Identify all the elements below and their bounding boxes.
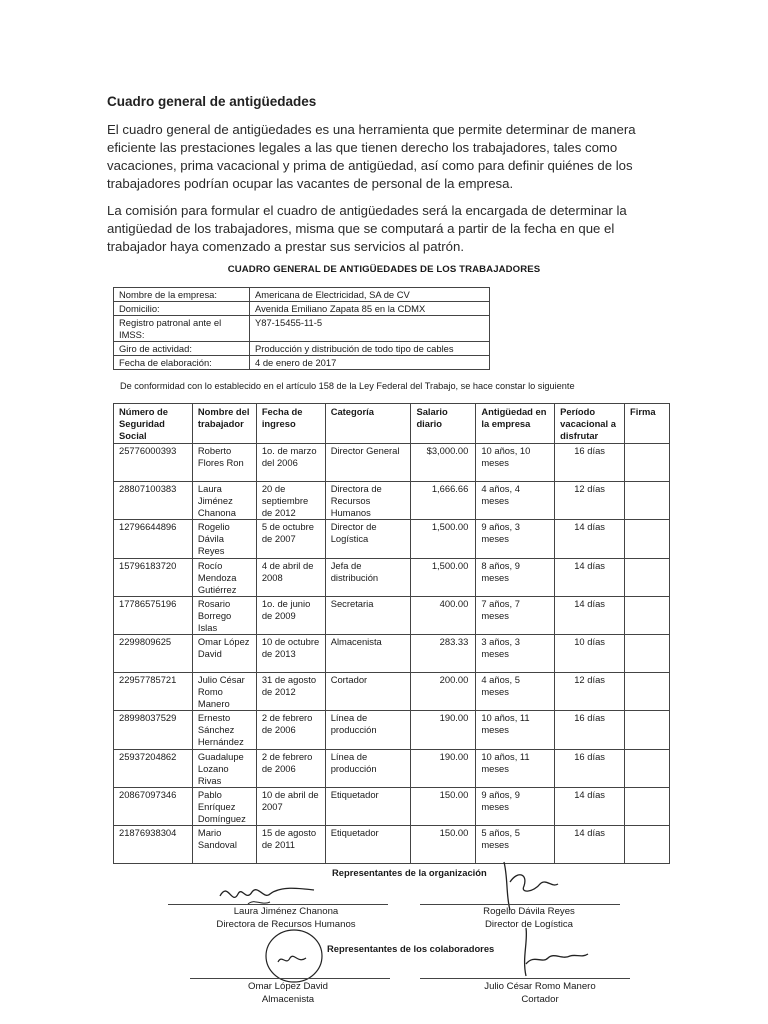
cell-firma <box>625 444 670 482</box>
cell-periodo: 14 días <box>555 596 625 634</box>
cell-firma <box>625 596 670 634</box>
cell-antiguedad: 9 años, 3 meses <box>476 520 555 558</box>
cell-nss: 22957785721 <box>114 673 193 711</box>
cell-nombre: Roberto Flores Ron <box>192 444 256 482</box>
intro-paragraph-2: La comisión para formular el cuadro de antigüedades será la encargada de determinar la antigüedad de los trabajadores, misma que se computará a partir de la fecha en que el trabajador haya comenzado a prestar sus servicios al patrón. <box>107 203 627 254</box>
cell-fecha-ingreso: 1o. de marzo del 2006 <box>256 444 325 482</box>
company-info-row <box>114 356 490 370</box>
header-firma: Firma <box>625 404 670 444</box>
document-title: CUADRO GENERAL DE ANTIGÜEDADES DE LOS TRABAJADORES <box>227 264 541 275</box>
cell-nss: 17786575196 <box>114 596 193 634</box>
cell-nombre: Rogelio Dávila Reyes <box>192 520 256 558</box>
cell-periodo: 12 días <box>555 673 625 711</box>
cell-categoria: Almacenista <box>325 634 411 672</box>
cell-nombre: Guadalupe Lozano Rivas <box>192 749 256 787</box>
cell-antiguedad: 10 años, 11 meses <box>476 749 555 787</box>
company-info-row <box>114 288 490 302</box>
table-header-row <box>114 404 670 444</box>
cell-fecha-ingreso: 4 de abril de 2008 <box>256 558 325 596</box>
cell-antiguedad: 9 años, 9 meses <box>476 787 555 825</box>
cell-antiguedad: 8 años, 9 meses <box>476 558 555 596</box>
cell-periodo: 10 días <box>555 634 625 672</box>
cell-salario: 1,666.66 <box>411 482 476 520</box>
cell-categoria: Secretaria <box>325 596 411 634</box>
cell-periodo: 14 días <box>555 520 625 558</box>
company-info-value: Producción y distribución de todo tipo de cables <box>250 342 490 356</box>
table-row <box>114 711 670 749</box>
intro-paragraph-1: El cuadro general de antigüedades es una herramienta que permite determinar de manera eficiente las prestaciones legales a las que tienen derecho los trabajadores, tales como vacaciones, prima vacacional y prima de antigüedad, así como para definir quiénes de los trabajadores podrían ocupar las vacantes de personal de la empresa. <box>107 122 636 191</box>
cell-nss: 12796644896 <box>114 520 193 558</box>
company-info-label: Registro patronal ante el IMSS: <box>114 316 250 342</box>
cell-fecha-ingreso: 2 de febrero de 2006 <box>256 711 325 749</box>
cell-nss: 25776000393 <box>114 444 193 482</box>
seniority-table <box>113 403 670 864</box>
table-row <box>114 673 670 711</box>
cell-salario: 150.00 <box>411 787 476 825</box>
company-info-value: Y87-15455-11-5 <box>250 316 490 342</box>
company-info-label: Giro de actividad: <box>114 342 250 356</box>
cell-nss: 28998037529 <box>114 711 193 749</box>
cell-firma <box>625 634 670 672</box>
signer-role-rogelio: Director de Logística <box>485 919 573 930</box>
cell-categoria: Director de Logística <box>325 520 411 558</box>
cell-periodo: 16 días <box>555 444 625 482</box>
cell-nss: 21876938304 <box>114 825 193 863</box>
table-row <box>114 520 670 558</box>
cell-antiguedad: 5 años, 5 meses <box>476 825 555 863</box>
cell-salario: $3,000.00 <box>411 444 476 482</box>
company-info-value: 4 de enero de 2017 <box>250 356 490 370</box>
header-nss: Número de Seguridad Social <box>114 404 193 444</box>
cell-nombre: Pablo Enríquez Domínguez <box>192 787 256 825</box>
cell-nss: 28807100383 <box>114 482 193 520</box>
cell-nombre: Rocío Mendoza Gutiérrez <box>192 558 256 596</box>
cell-periodo: 16 días <box>555 749 625 787</box>
table-row <box>114 558 670 596</box>
company-info-label: Nombre de la empresa: <box>114 288 250 302</box>
signer-name-laura: Laura Jiménez Chanona <box>233 906 339 917</box>
company-info-label: Domicilio: <box>114 302 250 316</box>
company-info-row <box>114 316 490 342</box>
signer-name-omar: Omar López David <box>248 981 328 992</box>
table-row <box>114 787 670 825</box>
company-info-table <box>113 287 490 370</box>
cell-firma <box>625 482 670 520</box>
cell-antiguedad: 3 años, 3 meses <box>476 634 555 672</box>
cell-firma <box>625 787 670 825</box>
signer-role-julio: Cortador <box>521 994 559 1005</box>
signature-line-omar <box>190 978 390 979</box>
cell-fecha-ingreso: 1o. de junio de 2009 <box>256 596 325 634</box>
signature-omar-scribble <box>262 928 332 988</box>
cell-fecha-ingreso: 20 de septiembre de 2012 <box>256 482 325 520</box>
cell-nss: 15796183720 <box>114 558 193 596</box>
cell-salario: 190.00 <box>411 711 476 749</box>
signer-name-julio: Julio César Romo Manero <box>484 981 596 992</box>
cell-categoria: Etiquetador <box>325 825 411 863</box>
cell-fecha-ingreso: 10 de octubre de 2013 <box>256 634 325 672</box>
legal-intro-text: De conformidad con lo establecido en el artículo 158 de la Ley Federal del Trabajo, se hace constar lo siguiente <box>120 381 575 391</box>
table-row <box>114 825 670 863</box>
cell-categoria: Directora de Recursos Humanos <box>325 482 411 520</box>
cell-periodo: 14 días <box>555 787 625 825</box>
company-info-row <box>114 302 490 316</box>
cell-nombre: Laura Jiménez Chanona <box>192 482 256 520</box>
signature-line-rogelio <box>420 904 620 905</box>
cell-antiguedad: 7 años, 7 meses <box>476 596 555 634</box>
cell-nombre: Omar López David <box>192 634 256 672</box>
signer-name-rogelio: Rogelio Dávila Reyes <box>483 906 575 917</box>
cell-categoria: Director General <box>325 444 411 482</box>
cell-periodo: 14 días <box>555 825 625 863</box>
cell-nss: 2299809625 <box>114 634 193 672</box>
cell-antiguedad: 4 años, 5 meses <box>476 673 555 711</box>
cell-salario: 200.00 <box>411 673 476 711</box>
company-info-value: Americana de Electricidad, SA de CV <box>250 288 490 302</box>
cell-firma <box>625 558 670 596</box>
cell-nombre: Rosario Borrego Islas <box>192 596 256 634</box>
cell-firma <box>625 749 670 787</box>
company-info-value: Avenida Emiliano Zapata 85 en la CDMX <box>250 302 490 316</box>
table-row <box>114 482 670 520</box>
cell-antiguedad: 10 años, 10 meses <box>476 444 555 482</box>
header-antiguedad: Antigüedad en la empresa <box>476 404 555 444</box>
table-row <box>114 749 670 787</box>
section-heading: Cuadro general de antigüedades <box>107 94 317 109</box>
cell-categoria: Cortador <box>325 673 411 711</box>
signature-julio-scribble <box>512 924 592 984</box>
header-salario: Salario diario <box>411 404 476 444</box>
header-periodo: Período vacacional a disfrutar <box>555 404 625 444</box>
cell-categoria: Jefa de distribución <box>325 558 411 596</box>
signer-role-laura: Directora de Recursos Humanos <box>216 919 356 930</box>
cell-salario: 283.33 <box>411 634 476 672</box>
cell-categoria: Línea de producción <box>325 749 411 787</box>
cell-salario: 150.00 <box>411 825 476 863</box>
cell-nombre: Julio César Romo Manero <box>192 673 256 711</box>
cell-salario: 190.00 <box>411 749 476 787</box>
cell-firma <box>625 711 670 749</box>
cell-firma <box>625 825 670 863</box>
cell-nss: 25937204862 <box>114 749 193 787</box>
cell-antiguedad: 10 años, 11 meses <box>476 711 555 749</box>
cell-salario: 1,500.00 <box>411 520 476 558</box>
company-info-row <box>114 342 490 356</box>
header-fecha: Fecha de ingreso <box>256 404 325 444</box>
table-row <box>114 634 670 672</box>
cell-nombre: Mario Sandoval <box>192 825 256 863</box>
cell-periodo: 14 días <box>555 558 625 596</box>
cell-salario: 400.00 <box>411 596 476 634</box>
cell-fecha-ingreso: 10 de abril de 2007 <box>256 787 325 825</box>
company-info-label: Fecha de elaboración: <box>114 356 250 370</box>
table-row <box>114 444 670 482</box>
cell-firma <box>625 673 670 711</box>
cell-antiguedad: 4 años, 4 meses <box>476 482 555 520</box>
header-nombre: Nombre del trabajador <box>192 404 256 444</box>
cell-periodo: 16 días <box>555 711 625 749</box>
signature-line-laura <box>168 904 388 905</box>
signature-line-julio <box>420 978 630 979</box>
cell-fecha-ingreso: 31 de agosto de 2012 <box>256 673 325 711</box>
cell-categoria: Etiquetador <box>325 787 411 825</box>
cell-fecha-ingreso: 5 de octubre de 2007 <box>256 520 325 558</box>
cell-fecha-ingreso: 2 de febrero de 2006 <box>256 749 325 787</box>
collab-representatives-title: Representantes de los colaboradores <box>327 943 495 954</box>
cell-nss: 20867097346 <box>114 787 193 825</box>
cell-firma <box>625 520 670 558</box>
cell-nombre: Ernesto Sánchez Hernández <box>192 711 256 749</box>
org-representatives-title: Representantes de la organización <box>332 867 487 878</box>
table-row <box>114 596 670 634</box>
signer-role-omar: Almacenista <box>261 994 315 1005</box>
cell-periodo: 12 días <box>555 482 625 520</box>
cell-fecha-ingreso: 15 de agosto de 2011 <box>256 825 325 863</box>
cell-categoria: Línea de producción <box>325 711 411 749</box>
cell-salario: 1,500.00 <box>411 558 476 596</box>
header-categoria: Categoría <box>325 404 411 444</box>
